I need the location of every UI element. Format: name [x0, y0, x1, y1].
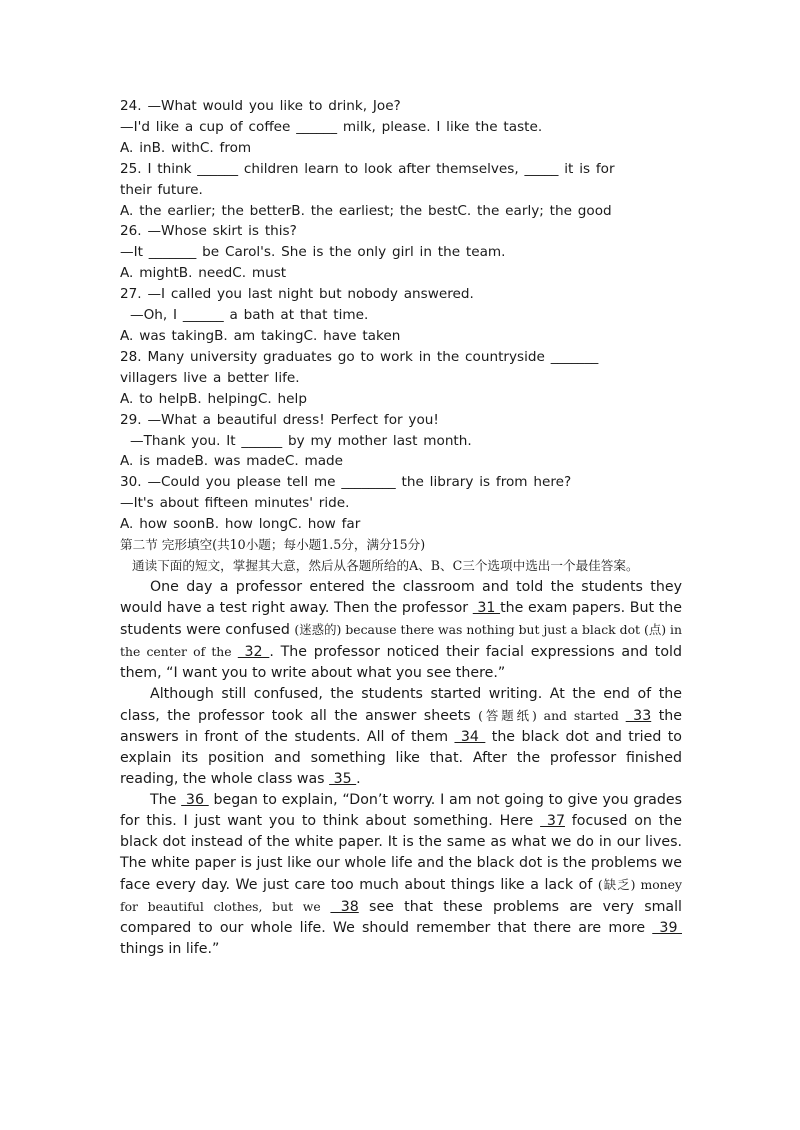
passage-paragraph-3	[120, 790, 682, 960]
blank-35[interactable]: 35	[329, 770, 357, 787]
passage-gloss: (迷惑的) because there was nothing but just a black dot (点) in the center of the	[120, 621, 682, 659]
passage-text: the exam papers. But the students were confused	[120, 599, 682, 638]
question-28	[120, 347, 682, 410]
answer-options: A. inB. withC. from	[120, 139, 252, 156]
question-27	[120, 284, 682, 347]
answer-options: A. mightB. needC. must	[120, 265, 287, 282]
answer-options: A. to helpB. helpingC. help	[120, 390, 307, 407]
passage-text: things in life.”	[120, 940, 220, 957]
blank-34[interactable]: 34	[454, 728, 486, 745]
blank-33[interactable]: 33	[625, 707, 652, 724]
question-line: their future.	[120, 181, 203, 198]
question-line: 28. Many university graduates go to work in the countryside _______	[120, 348, 599, 365]
question-line: —It's about fifteen minutes' ride.	[120, 495, 350, 512]
passage-text: The	[150, 791, 182, 808]
question-25	[120, 159, 682, 222]
exam-page	[120, 96, 682, 960]
passage-text: .	[356, 770, 361, 787]
question-line: 26. —Whose skirt is this?	[120, 223, 297, 240]
passage-text: began to explain, “Don’t worry. I am not going to give you grades for this. I just want you to think about something. Here	[120, 791, 682, 829]
blank-31[interactable]: 31	[472, 599, 501, 616]
multiple-choice-section	[120, 96, 682, 535]
question-26	[120, 221, 682, 284]
question-line: villagers live a better life.	[120, 369, 300, 386]
passage-text: the answers in front of the students. All of them	[120, 707, 682, 745]
cloze-passage	[120, 577, 682, 960]
passage-paragraph-1	[120, 577, 682, 684]
question-line: —Thank you. It ______ by my mother last month.	[130, 432, 472, 449]
passage-text: Although still confused, the students started writing. At the end of the class, the professor took all the answer sheets	[120, 685, 682, 724]
question-line: 27. —I called you last night but nobody answered.	[120, 286, 474, 303]
answer-options: A. is madeB. was madeC. made	[120, 453, 344, 470]
question-line: —Oh, I ______ a bath at that time.	[130, 307, 369, 324]
section-instructions: 通读下面的短文，掌握其大意，然后从各题所给的A、B、C三个选项中选出一个最佳答案。	[132, 557, 639, 573]
question-line: —I'd like a cup of coffee ______ milk, please. I like the taste.	[120, 118, 543, 135]
passage-gloss: (答题纸) and started	[478, 707, 626, 723]
question-30	[120, 472, 682, 535]
passage-paragraph-2	[120, 684, 682, 790]
question-line: 30. —Could you please tell me ________ the library is from here?	[120, 474, 572, 491]
passage-text: focused on the black dot instead of the white paper. It is the same as what we do in our lives. The white paper is just like our whole life and the black dot is the problems we face every day. We just care too much about things like a lack of	[120, 812, 682, 893]
question-line: 24. —What would you like to drink, Joe?	[120, 98, 401, 114]
question-line: —It _______ be Carol's. She is the only girl in the team.	[120, 244, 506, 261]
passage-text: the black dot and tried to explain its position and something like that. After the professor finished reading, the whole class was	[120, 728, 682, 787]
answer-options: A. was takingB. am takingC. have taken	[120, 327, 401, 344]
answer-options: A. the earlier; the betterB. the earliest; the bestC. the early; the good	[120, 202, 612, 219]
blank-32[interactable]: 32	[237, 643, 270, 660]
passage-text: . The professor noticed their facial expressions and told them, “I want you to write about what you see there.”	[120, 643, 682, 681]
passage-text: see that these problems are very small compared to our whole life. We should remember that there are more	[120, 898, 682, 936]
blank-39[interactable]: 39	[652, 919, 682, 936]
passage-gloss: (缺乏) money for beautiful clothes, but we	[120, 876, 682, 914]
answer-options: A. how soonB. how longC. how far	[120, 516, 361, 533]
question-line: 29. —What a beautiful dress! Perfect for you!	[120, 411, 439, 428]
section-heading: 第二节 完形填空(共10小题；每小题1.5分，满分15分)	[120, 537, 426, 553]
question-29	[120, 410, 682, 473]
blank-38[interactable]: 38	[330, 898, 359, 915]
blank-36[interactable]: 36	[181, 791, 209, 808]
blank-37[interactable]: 37	[540, 812, 565, 829]
passage-text: One day a professor entered the classroom and told the students they would have a test right away. Then the professor	[120, 578, 682, 616]
question-24	[120, 96, 682, 159]
question-line: 25. I think ______ children learn to look after themselves, _____ it is for	[120, 160, 615, 177]
